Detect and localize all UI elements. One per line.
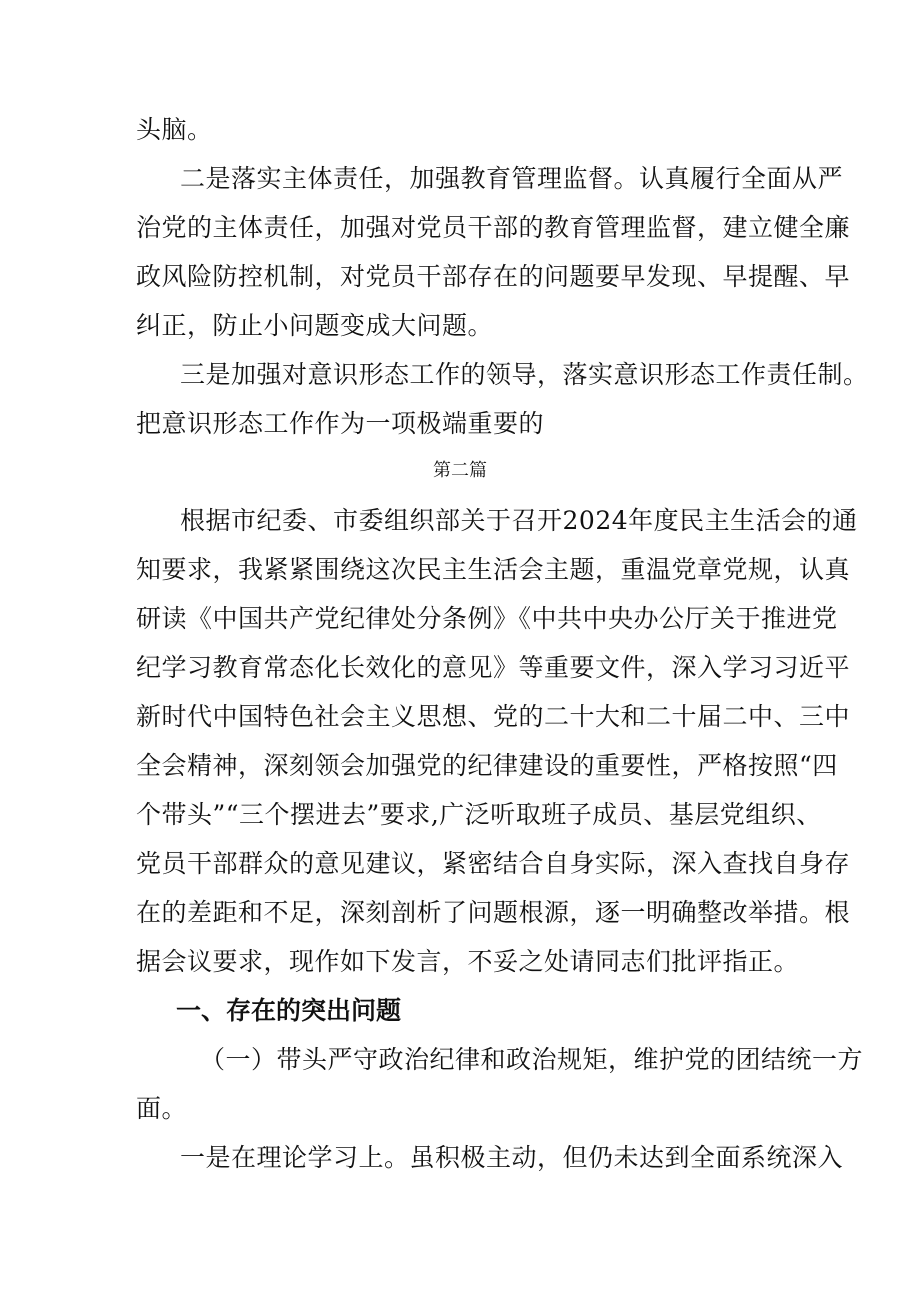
text-line: 在的差距和不足，深刻剖析了问题根源，逐一明确整改举措。根 xyxy=(136,898,851,927)
text-line: 新时代中国特色社会主义思想、党的二十大和二十届二中、三中 xyxy=(136,702,851,731)
text-line: 面。 xyxy=(136,1094,188,1123)
paragraph-line: 三是加强对意识形态工作的领导，落实意识形态工作责任制。 xyxy=(180,360,869,389)
text-line: 党员干部群众的意见建议，紧密结合自身实际，深入查找自身存 xyxy=(136,849,851,878)
paragraph-line: 二是落实主体责任，加强教育管理监督。认真履行全面从严 xyxy=(180,164,844,193)
paragraph-line: 根据市纪委、市委组织部关于召开2024年度民主生活会的通 xyxy=(180,506,858,535)
section-title: 第二篇 xyxy=(433,460,487,481)
text-line: 全会精神，深刻领会加强党的纪律建设的重要性，严格按照“四 xyxy=(136,751,838,780)
text-line: 研读《中国共产党纪律处分条例》《中共中央办公厅关于推进党 xyxy=(136,604,838,633)
text-line: 把意识形态工作作为一项极端重要的 xyxy=(136,409,545,438)
subsection-heading: （一）带头严守政治纪律和政治规矩，维护党的团结统一方 xyxy=(200,1045,864,1074)
text-line: 个带头”“三个摆进去”要求,广泛听取班子成员、基层党组织、 xyxy=(136,800,822,829)
text-line: 治党的主体责任，加强对党员干部的教育管理监督，建立健全廉 xyxy=(136,213,851,242)
text-line: 政风险防控机制，对党员干部存在的问题要早发现、早提醒、早 xyxy=(136,262,851,291)
text-line: 知要求，我紧紧围绕这次民主生活会主题，重温党章党规，认真 xyxy=(136,555,851,584)
paragraph-line: 一是在理论学习上。虽积极主动，但仍未达到全面系统深入 xyxy=(180,1143,844,1172)
text-line: 头脑。 xyxy=(136,115,213,144)
section-heading: 一、存在的突出问题 xyxy=(176,996,402,1025)
text-line: 纪学习教育常态化长效化的意见》等重要文件，深入学习习近平 xyxy=(136,653,851,682)
text-line: 纠正，防止小问题变成大问题。 xyxy=(136,311,494,340)
text-line: 据会议要求，现作如下发言，不妥之处请同志们批评指正。 xyxy=(136,947,800,976)
